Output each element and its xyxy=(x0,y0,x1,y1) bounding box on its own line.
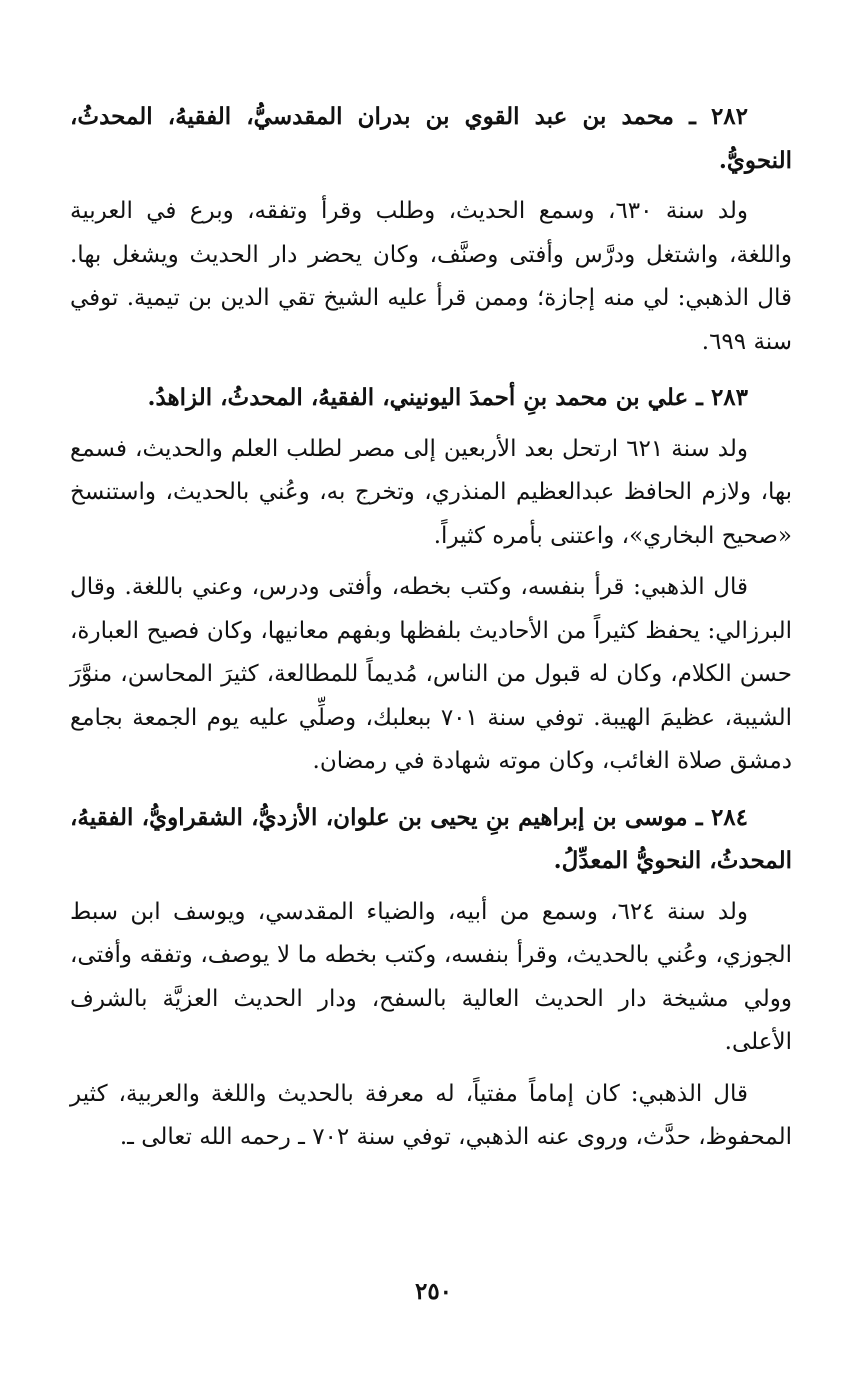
entry-284-paragraph-2: قال الذهبي: كان إماماً مفتياً، له معرفة بالحديث واللغة والعربية، كثير المحفوظ، حدَّث، وروى عنه الذهبي، توفي سنة ٧٠٢ ـ رحمه الله تعالى ـ. xyxy=(70,1080,792,1150)
entry-283-heading: ٢٨٣ ـ علي بن محمد بنِ أحمدَ اليونيني، الفقيهُ، المحدثُ، الزاهدُ. xyxy=(147,384,748,411)
entry-283-paragraph-1: ولد سنة ٦٢١ ارتحل بعد الأربعين إلى مصر لطلب العلم والحديث، فسمع بها، ولازم الحافظ عبدالعظيم المنذري، وتخرج به، وعُني بالحديث، واستنسخ «صحيح البخاري»، واعتنى بأمره كثيراً. xyxy=(70,435,792,549)
entry-284-paragraph-1: ولد سنة ٦٢٤، وسمع من أبيه، والضياء المقدسي، ويوسف ابن سبط الجوزي، وعُني بالحديث، وقرأ بنفسه، وكتب بخطه ما لا يوصف، وتفقه وأفتى، وولي مشيخة دار الحديث العالية بالسفح، ودار الحديث العزيَّة بالشرف الأعلى. xyxy=(70,898,792,1055)
entry-284-heading: ٢٨٤ ـ موسى بن إبراهيم بنِ يحيى بن علوان، الأزديُّ، الشقراويُّ، الفقيهُ، المحدثُ، النحويُّ المعدِّلُ. xyxy=(70,803,792,874)
page-number: ٢٥٠ xyxy=(414,1278,453,1305)
entry-282-paragraph-1: ولد سنة ٦٣٠، وسمع الحديث، وطلب وقرأ وتفقه، وبرع في العربية واللغة، واشتغل ودرَّس وأفتى وصنَّف، وكان يحضر دار الحديث ويشغل بها. قال الذهبي: لي منه إجازة؛ وممن قرأ عليه الشيخ تقي الدين بن تيمية. توفي سنة ٦٩٩. xyxy=(70,198,792,355)
entry-282-heading: ٢٨٢ ـ محمد بن عبد القوي بن بدران المقدسيُّ، الفقيهُ، المحدثُ، النحويُّ. xyxy=(70,103,792,174)
entry-283-paragraph-2: قال الذهبي: قرأ بنفسه، وكتب بخطه، وأفتى ودرس، وعني باللغة. وقال البرزالي: يحفظ كثيراً من الأحاديث بلفظها وبفهم معانيها، وكان فصيح العبارة، حسن الكلام، وكان له قبول من الناس، مُديماً للمطالعة، كثيرَ المحاسن، منوَّرَ الشيبة، عظيمَ الهيبة. توفي سنة ٧٠١ ببعلبك، وصلِّي عليه يوم الجمعة بجامع دمشق صلاة الغائب، وكان موته شهادة في رمضان. xyxy=(70,574,792,774)
page-body xyxy=(70,95,792,1160)
